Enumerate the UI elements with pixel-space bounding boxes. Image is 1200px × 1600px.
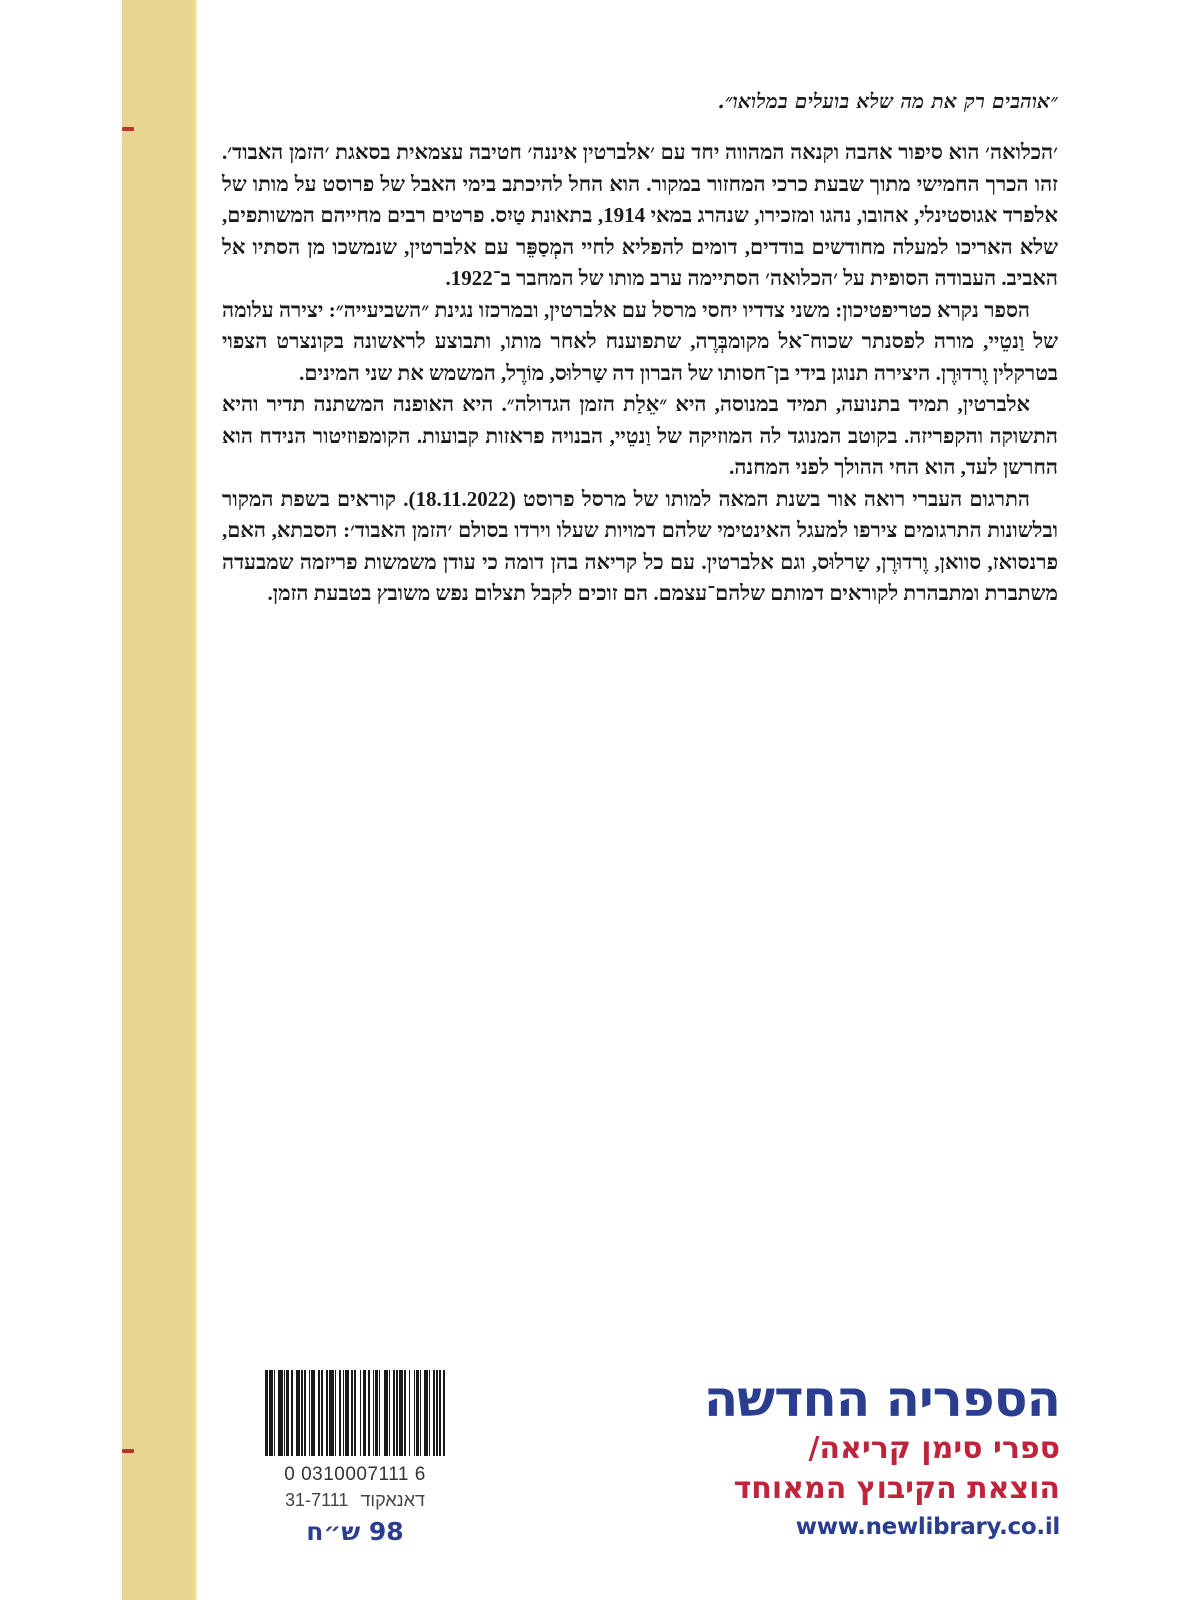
blurb-paragraph-2: הספר נקרא כטריפטיכון: משני צדדיו יחסי מרסל עם אלברטין, ובמרכזו נגינת ״השביעייה״: יצירה עלומה של וַנטֵיי, מורה לפסנתר שכוח־אל מקומבְּרֶה, שתפוענח לאחר מותו, ותבוצע לראשונה בקונצרט הצפוי בטרקלין וֶרדוּרֶן. היצירה תנוגן בידי בן־חסותו של הברון דה שַרלוּס, מוֹרֶל, המשמש את שני המינים.: [222, 297, 1058, 385]
barcode-number: 0 0310007111 6: [284, 1464, 426, 1485]
spine-tick-mark-top: [122, 127, 134, 131]
blurb-paragraph-4: התרגום העברי רואה אור בשנת המאה למותו של מרסל פרוסט (18.11.2022). קוראים בשפת המקור ובלשונות התרגומים צירפו למעגל האינטימי שלהם דמויות שעלו וירדו בסולם ׳הזמן האבוד׳: הסבתא, האם, פרנסואז, סוואן, וֶרדוּרֶן, שַרלוּס, וגם אלברטין. עם כל קריאה בהן דומה כי עודן משמשות פריזמה שמבעדה משתברת ומתבהרת לקוראים דמותם שלהם־עצמם. הם זוכים לקבל תצלום נפש משובץ בטבעת הזמן.: [222, 486, 1058, 605]
barcode-image: [239, 1370, 471, 1456]
book-spine: [122, 0, 197, 1600]
catalog-label: דאנאקוד: [360, 1490, 425, 1510]
epigraph-quote: ״אוהבים רק את מה שלא בועלים במלואו״.: [717, 89, 1058, 113]
publisher-website-link[interactable]: www.newlibrary.co.il: [795, 1514, 1060, 1540]
barcode-bar: [443, 1370, 446, 1456]
catalog-line: [237, 1489, 473, 1511]
barcode-section: [237, 1370, 473, 1546]
blurb-paragraph-3: אלברטין, תמיד בתנועה, תמיד במנוסה, היא ״אֵלַת הזמן הגדולה״. היא האופנה המשתנה תדיר והיא התשוקה והקפריזה. בקוטב המנוגד לה המוזיקה של וַנטֵיי, הבנויה פראזות קבועות. הקומפוזיטור הנידח הוא החרשן לעד, הוא החי ההולך לפני המחנה.: [222, 392, 1058, 479]
series-line-2: הוצאת הקיבוץ המאוחד: [733, 1471, 1060, 1506]
catalog-number: 31-7111: [285, 1490, 349, 1510]
series-line-1: ספרי סימן קריאה/: [808, 1431, 1060, 1466]
price-label: 98 ש״ח: [306, 1517, 404, 1546]
spine-tick-mark-bottom: [122, 1449, 134, 1453]
back-cover-blurb: [222, 85, 1058, 610]
publisher-name: הספריה החדשה: [703, 1370, 1060, 1428]
blurb-paragraph-1: ׳הכלואה׳ הוא סיפור אהבה וקנאה המהווה יחד עם ׳אלברטין איננה׳ חטיבה עצמאית בסאגת ׳הזמן האבוד׳. זהו הכרך החמישי מתוך שבעת כרכי המחזור במקור. הוא החל להיכתב בימי האבל של פרוסט על מותו של אלפרד אגוסטינלי, אהובו, נהגו ומזכירו, שנהרג במאי 1914, בתאונת טַיִס. פרטים רבים מחייהם המשותפים, שלא האריכו למעלה מחודשים בודדים, דומים להפליא לחיי המְסַפֵּר עם אלברטין, שנמשכו מן הסתיו אל האביב. העבודה הסופית על ׳הכלואה׳ הסתיימה ערב מותו של המחבר ב־1922.: [222, 140, 1058, 290]
publisher-section: [640, 1370, 1060, 1540]
